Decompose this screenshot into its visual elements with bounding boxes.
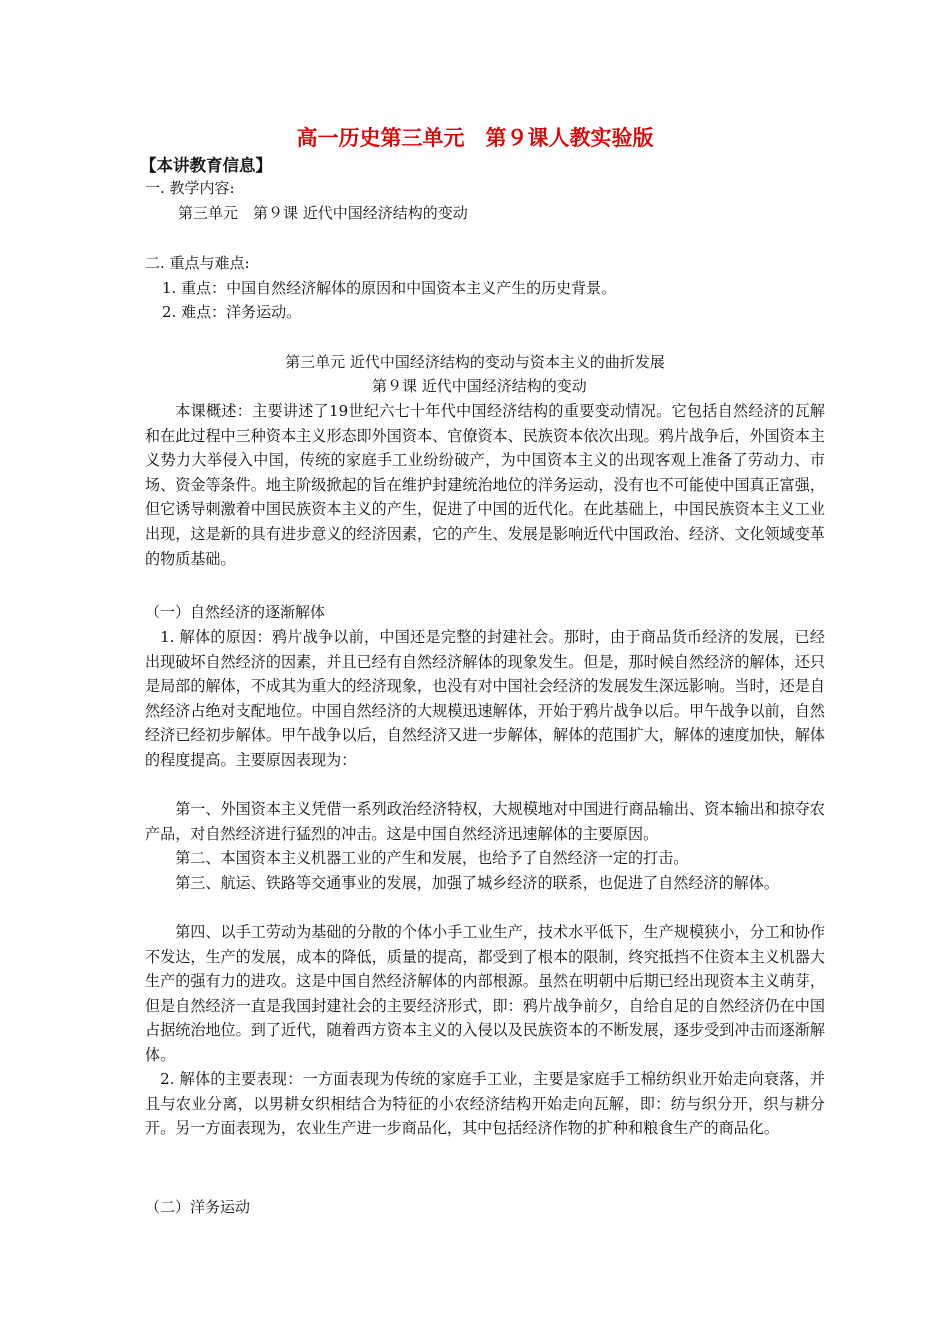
section1-label: 一. 教学内容: (145, 179, 235, 197)
lesson-title: 第９课 近代中国经济结构的变动 (372, 377, 587, 395)
part1-heading: （一）自然经济的逐渐解体 (145, 603, 326, 621)
part2-heading: （二）洋务运动 (145, 1198, 251, 1216)
part1-fourth-reason: 第四、以手工劳动为基础的分散的个体小手工业生产，技术水平低下，生产规模狭小，分工和协作不发达，生产的发展，成本的降低，质量的提高，都受到了根本的限制，终究抵挡不住资本主义机器大生产的强有力的进攻。这是中国自然经济解体的内部根源。虽然在明朝中后期已经出现资本主义萌芽，但是自然经济一直是我国封建社会的主要经济形式，即：鸦片战争前夕，自给自足的自然经济仍在中国占据统治地位。到了近代，随着西方资本主义的入侵以及民族资本的不断发展，逐步受到冲击而逐渐解体。 (145, 923, 825, 1064)
part1-first-reason: 第一、外国资本主义凭借一系列政治经济特权，大规模地对中国进行商品输出、资本输出和掠夺农产品，对自然经济进行猛烈的冲击。这是中国自然经济迅速解体的主要原因。 (145, 800, 825, 843)
info-heading: 【本讲教育信息】 (140, 156, 272, 175)
overview-paragraph: 本课概述：主要讲述了19世纪六七十年代中国经济结构的重要变动情况。它包括自然经济的瓦解和在此过程中三种资本主义形态即外国资本、官僚资本、民族资本依次出现。鸦片战争后，外国资本主义势力大举侵入中国，传统的家庭手工业纷纷破产，为中国资本主义的出现客观上准备了劳动力、市场、资金等条件。地主阶级掀起的旨在维护封建统治地位的洋务运动，没有也不可能使中国真正富强，但它诱导刺激着中国民族资本主义的产生，促进了中国的近代化。在此基础上，中国民族资本主义工业出现，这是新的具有进步意义的经济因素，它的产生、发展是影响近代中国政治、经济、文化领域变革的物质基础。 (145, 402, 825, 568)
part1-manifestation-paragraph: 2. 解体的主要表现：一方面表现为传统的家庭手工业，主要是家庭手工棉纺织业开始走向衰落，并且与农业分离，以男耕女织相结合为特征的小农经济结构开始走向瓦解，即：纺与织分开，织与耕分开。另一方面表现为，农业生产进一步商品化，其中包括经济作物的扩种和粮食生产的商品化。 (145, 1070, 825, 1138)
difficult-point: 2. 难点：洋务运动。 (162, 303, 302, 321)
document-title: 高一历史第三单元 第９课人教实验版 (296, 126, 654, 150)
part1-second-reason: 第二、本国资本主义机器工业的产生和发展，也给予了自然经济一定的打击。 (175, 849, 689, 867)
part1-third-reason: 第三、航运、铁路等交通事业的发展，加强了城乡经济的联系，也促进了自然经济的解体。 (175, 874, 779, 892)
key-point: 1. 重点：中国自然经济解体的原因和中国资本主义产生的历史背景。 (162, 279, 617, 297)
part1-reason-paragraph: 1. 解体的原因：鸦片战争以前，中国还是完整的封建社会。那时，由于商品货币经济的发展，已经出现破坏自然经济的因素，并且已经有自然经济解体的现象发生。但是，那时候自然经济的解体，还只是局部的解体，不成其为重大的经济现象，也没有对中国社会经济的发展发生深远影响。当时，还是自然经济占绝对支配地位。中国自然经济的大规模迅速解体，开始于鸦片战争以后。甲午战争以前，自然经济已经初步解体。甲午战争以后，自然经济又进一步解体，解体的范围扩大，解体的速度加快，解体的程度提高。主要原因表现为： (145, 628, 825, 769)
section1-content: 第三单元 第９课 近代中国经济结构的变动 (178, 204, 468, 222)
unit-title: 第三单元 近代中国经济结构的变动与资本主义的曲折发展 (285, 353, 665, 371)
section2-label: 二. 重点与难点: (145, 254, 250, 272)
